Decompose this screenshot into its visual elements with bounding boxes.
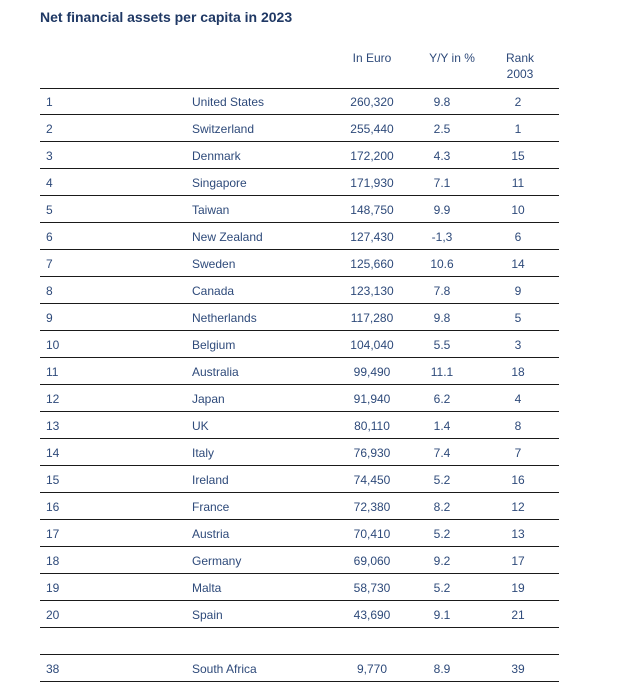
cell-euro: 125,660 [350, 257, 394, 271]
cell-yy: 8.9 [433, 662, 451, 676]
table-row [40, 250, 559, 277]
cell-country: Italy [192, 446, 215, 460]
cell-country: New Zealand [192, 230, 263, 244]
cell-country: Denmark [192, 149, 241, 163]
cell-rank-2003: 12 [511, 500, 525, 514]
table-row [40, 601, 559, 628]
cell-rank-2003: 2 [514, 95, 522, 109]
cell-rank: 9 [46, 311, 53, 325]
cell-country: Germany [192, 554, 242, 568]
table-row [40, 169, 559, 196]
cell-country: Australia [192, 365, 239, 379]
cell-country: Belgium [192, 338, 236, 352]
cell-euro: 99,490 [353, 365, 391, 379]
cell-euro: 58,730 [353, 581, 391, 595]
table-row [40, 466, 559, 493]
cell-yy: 8.2 [433, 500, 451, 514]
table-spacer-row [40, 628, 559, 655]
table-header [40, 48, 559, 89]
cell-yy: 2.5 [433, 122, 451, 136]
cell-yy: 9.8 [433, 95, 451, 109]
cell-rank: 15 [46, 473, 60, 487]
cell-rank-2003: 17 [511, 554, 525, 568]
cell-rank-2003: 5 [514, 311, 522, 325]
table-row [40, 358, 559, 385]
cell-yy: 4.3 [433, 149, 451, 163]
cell-country: Taiwan [192, 203, 230, 217]
table-row [40, 331, 559, 358]
cell-country: United States [192, 95, 265, 109]
cell-rank-2003: 10 [511, 203, 525, 217]
cell-euro: 255,440 [350, 122, 394, 136]
page-title: Net financial assets per capita in 2023 [40, 9, 293, 25]
cell-rank-2003: 14 [511, 257, 525, 271]
table-body [40, 88, 559, 682]
cell-euro: 104,040 [350, 338, 394, 352]
cell-rank: 8 [46, 284, 53, 298]
table-row [40, 115, 559, 142]
cell-rank: 13 [46, 419, 60, 433]
cell-euro: 70,410 [353, 527, 391, 541]
cell-rank: 1 [46, 95, 53, 109]
cell-yy: 9.8 [433, 311, 451, 325]
cell-rank: 16 [46, 500, 60, 514]
cell-euro: 72,380 [353, 500, 391, 514]
table-row [40, 304, 559, 331]
cell-euro: 80,110 [354, 419, 390, 433]
cell-euro: 117,280 [350, 311, 394, 325]
table-row [40, 88, 559, 115]
cell-euro: 43,690 [353, 608, 391, 622]
cell-yy: 9.2 [433, 554, 451, 568]
cell-rank: 20 [46, 608, 60, 622]
cell-rank: 11 [46, 365, 59, 379]
cell-country: France [192, 500, 230, 514]
table-row [40, 574, 559, 601]
cell-country: Netherlands [192, 311, 257, 325]
cell-yy: 7.1 [433, 176, 451, 190]
table-row [40, 547, 559, 574]
cell-yy: 9.1 [433, 608, 451, 622]
cell-yy: 5.2 [433, 473, 451, 487]
table-row [40, 655, 559, 682]
cell-rank: 5 [46, 203, 53, 217]
cell-yy: 1.4 [433, 419, 451, 433]
cell-yy: -1,3 [431, 230, 453, 244]
cell-yy: 5.2 [433, 527, 451, 541]
cell-euro: 123,130 [350, 284, 394, 298]
column-header-rank-line2: 2003 [506, 67, 534, 81]
cell-rank: 12 [46, 392, 60, 406]
cell-rank-2003: 11 [511, 176, 525, 190]
cell-country: Malta [192, 581, 222, 595]
cell-rank-2003: 19 [511, 581, 525, 595]
cell-country: Switzerland [192, 122, 255, 136]
cell-rank-2003: 8 [514, 419, 522, 433]
cell-yy: 9.9 [433, 203, 451, 217]
cell-country: Ireland [192, 473, 229, 487]
column-header-rank-line1: Rank [505, 51, 534, 65]
cell-rank: 10 [46, 338, 60, 352]
cell-rank: 14 [46, 446, 60, 460]
cell-country: Sweden [192, 257, 236, 271]
table-row [40, 520, 559, 547]
cell-country: Japan [192, 392, 225, 406]
cell-yy: 5.2 [433, 581, 451, 595]
table-row [40, 277, 559, 304]
cell-yy: 11.1 [430, 365, 454, 379]
cell-rank: 4 [46, 176, 53, 190]
cell-rank: 3 [46, 149, 53, 163]
cell-yy: 7.8 [433, 284, 451, 298]
cell-euro: 69,060 [353, 554, 391, 568]
cell-rank-2003: 15 [511, 149, 525, 163]
column-header-yy: Y/Y in % [429, 51, 475, 65]
cell-rank: 6 [46, 230, 53, 244]
cell-rank: 38 [46, 662, 60, 676]
cell-euro: 74,450 [353, 473, 391, 487]
cell-rank-2003: 1 [514, 122, 522, 136]
cell-rank-2003: 6 [514, 230, 522, 244]
table-row [40, 439, 559, 466]
cell-yy: 5.5 [433, 338, 451, 352]
cell-euro: 76,930 [353, 446, 391, 460]
cell-country: Singapore [192, 176, 247, 190]
cell-country: Austria [192, 527, 230, 541]
cell-rank-2003: 4 [514, 392, 522, 406]
cell-rank: 19 [46, 581, 60, 595]
cell-rank-2003: 3 [514, 338, 522, 352]
cell-rank: 18 [46, 554, 60, 568]
table-row [40, 142, 559, 169]
cell-rank-2003: 7 [514, 446, 522, 460]
cell-rank-2003: 18 [511, 365, 525, 379]
cell-country: South Africa [192, 662, 257, 676]
cell-euro: 91,940 [353, 392, 391, 406]
cell-country: Canada [192, 284, 235, 298]
cell-rank: 17 [46, 527, 60, 541]
cell-yy: 10.6 [430, 257, 454, 271]
cell-country: Spain [192, 608, 223, 622]
cell-euro: 171,930 [350, 176, 394, 190]
cell-rank: 2 [46, 122, 53, 136]
cell-yy: 7.4 [433, 446, 451, 460]
cell-rank-2003: 13 [511, 527, 525, 541]
table-row [40, 196, 559, 223]
table-row [40, 412, 559, 439]
cell-rank-2003: 9 [514, 284, 522, 298]
cell-euro: 172,200 [350, 149, 394, 163]
cell-euro: 148,750 [350, 203, 394, 217]
cell-yy: 6.2 [433, 392, 451, 406]
cell-euro: 127,430 [350, 230, 394, 244]
table-row [40, 223, 559, 250]
cell-country: UK [192, 419, 209, 433]
cell-euro: 9,770 [356, 662, 388, 676]
cell-rank-2003: 16 [511, 473, 525, 487]
column-header-euro: In Euro [352, 51, 392, 65]
cell-rank-2003: 39 [511, 662, 525, 676]
column-header-rank-2003 [470, 50, 570, 82]
cell-rank-2003: 21 [511, 608, 525, 622]
table-row [40, 493, 559, 520]
cell-rank: 7 [46, 257, 53, 271]
cell-euro: 260,320 [350, 95, 394, 109]
table-row [40, 385, 559, 412]
